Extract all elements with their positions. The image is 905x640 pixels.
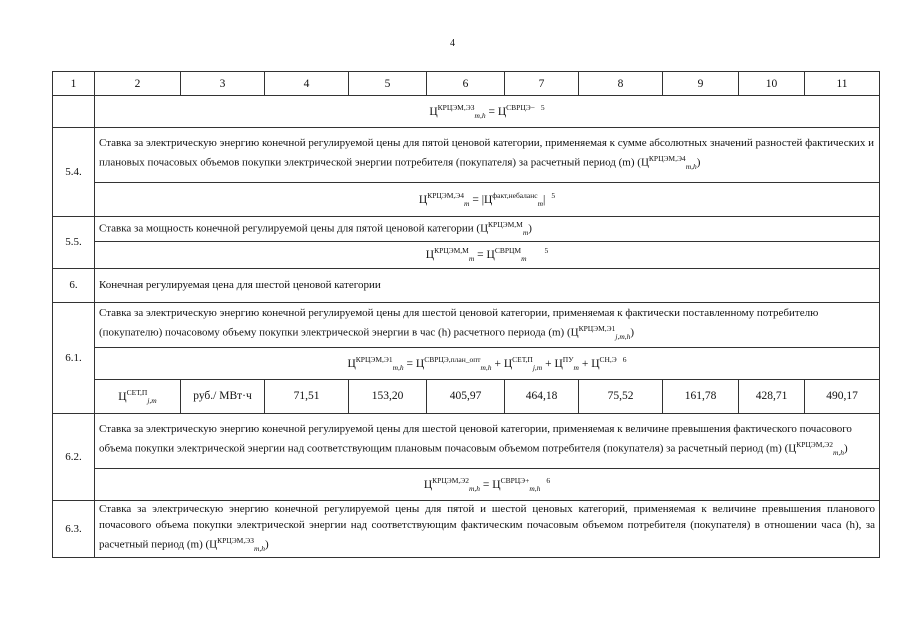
formula-row	[53, 468, 880, 500]
column-number: 9	[663, 72, 739, 96]
row-description: Ставка за электрическую энергию конечной регулируемой цены для шестой ценовой категории, применяемая к фактически поставленному потребителю (покупателю) почасовому объему покупки электрической энергии в час (h) расчетного периода (m) $(Ц^{КРЦЭМ,Э1}_{j,m,h})$	[95, 302, 880, 347]
formula-6-2: $Ц^{КРЦЭМ,Э2}_{m,h} = Ц^{СВРЦЭ+}_{m,h}^6$	[95, 468, 880, 500]
column-number: 8	[579, 72, 663, 96]
value-cell: 464,18	[505, 379, 579, 413]
column-number: 6	[427, 72, 505, 96]
row-number: 6.2.	[53, 413, 95, 500]
column-number: 4	[265, 72, 349, 96]
value-cell: 405,97	[427, 379, 505, 413]
column-number: 1	[53, 72, 95, 96]
column-number: 5	[349, 72, 427, 96]
row-description: Конечная регулируемая цена для шестой ценовой категории	[95, 268, 880, 302]
formula-5-5: $Ц^{КРЦЭМ,М}_m = Ц^{СВРЦМ}_m^5$	[95, 241, 880, 268]
table-row	[53, 268, 880, 302]
row-description: Ставка за электрическую энергию конечной регулируемой цены для шестой ценовой категории, применяемая к величине превышения фактического почасового объема покупки электрической энергии над соответствующим плановым почасовым объемом потребителя (покупателя) за расчетный период (m) $(Ц^{КРЦЭМ,Э2}_{m,h})$	[95, 413, 880, 468]
column-number: 3	[181, 72, 265, 96]
table-row	[53, 302, 880, 347]
row-description: Ставка за электрическую энергию конечной регулируемой цены для пятой ценовой категории, применяемая к сумме абсолютных значений разностей фактических и плановых почасовых объемов покупки электрической энергии потребителя (покупателя) за расчетный период (m) $(Ц^{КРЦЭМ,Э4}_{m,h})$	[95, 128, 880, 183]
formula-row	[53, 347, 880, 379]
row-number: 5.4.	[53, 128, 95, 217]
table-row	[53, 217, 880, 242]
value-cell: 71,51	[265, 379, 349, 413]
table-row	[53, 500, 880, 557]
column-number: 2	[95, 72, 181, 96]
value-cell: 75,52	[579, 379, 663, 413]
value-cell: 161,78	[663, 379, 739, 413]
table-row	[53, 413, 880, 468]
row-description: Ставка за мощность конечной регулируемой цены для пятой ценовой категории $(Ц^{КРЦЭМ,М}_m)$	[95, 217, 880, 242]
value-cell: 490,17	[805, 379, 880, 413]
column-number: 10	[739, 72, 805, 96]
column-number: 7	[505, 72, 579, 96]
unit-label: руб./ МВт·ч	[181, 379, 265, 413]
formula-row	[53, 241, 880, 268]
tariff-symbol: $Ц^{СЕТ,П}_{j,m}$	[95, 379, 181, 413]
row-number: 6.	[53, 268, 95, 302]
row-number: 6.3.	[53, 500, 95, 557]
row-number: 5.5.	[53, 217, 95, 269]
column-number-row	[53, 72, 880, 96]
formula-5-3: $Ц^{КРЦЭМ,ЭЗ}_{m,h} = Ц^{СВРЦЭ-}$ $^5$	[95, 96, 880, 128]
tariff-table	[52, 71, 880, 558]
page-number: 4	[450, 38, 455, 49]
value-cell: 153,20	[349, 379, 427, 413]
value-cell: 428,71	[739, 379, 805, 413]
row-number: 6.1.	[53, 302, 95, 413]
formula-5-4: $Ц^{КРЦЭМ,Э4}_m = |Ц^{факт,небаланс}_m|$ $^5$	[95, 183, 880, 217]
formula-row	[53, 183, 880, 217]
formula-row	[53, 96, 880, 128]
column-number: 11	[805, 72, 880, 96]
formula-6-1: $Ц^{КРЦЭМ,Э1}_{m,h} = Ц^{СВРЦЭ,план\_опт}_{m,h} + Ц^{СЕТ,П}_{j,m} + Ц^{ПУ}_m + Ц^{СН,Э}$ $^6$	[95, 347, 880, 379]
values-row	[53, 379, 880, 413]
table-row	[53, 128, 880, 183]
row-description: Ставка за электрическую энергию конечной регулируемой цены для пятой и шестой ценовых категорий, применяемая к величине превышения планового почасового объема покупки электрической энергии над соответствующим фактическим почасовым объемом потребителя (покупателя) в отношении часа (h), за расчетный период (m) $(Ц^{КРЦЭМ,ЭЗ}_{m,h})$	[95, 500, 880, 557]
